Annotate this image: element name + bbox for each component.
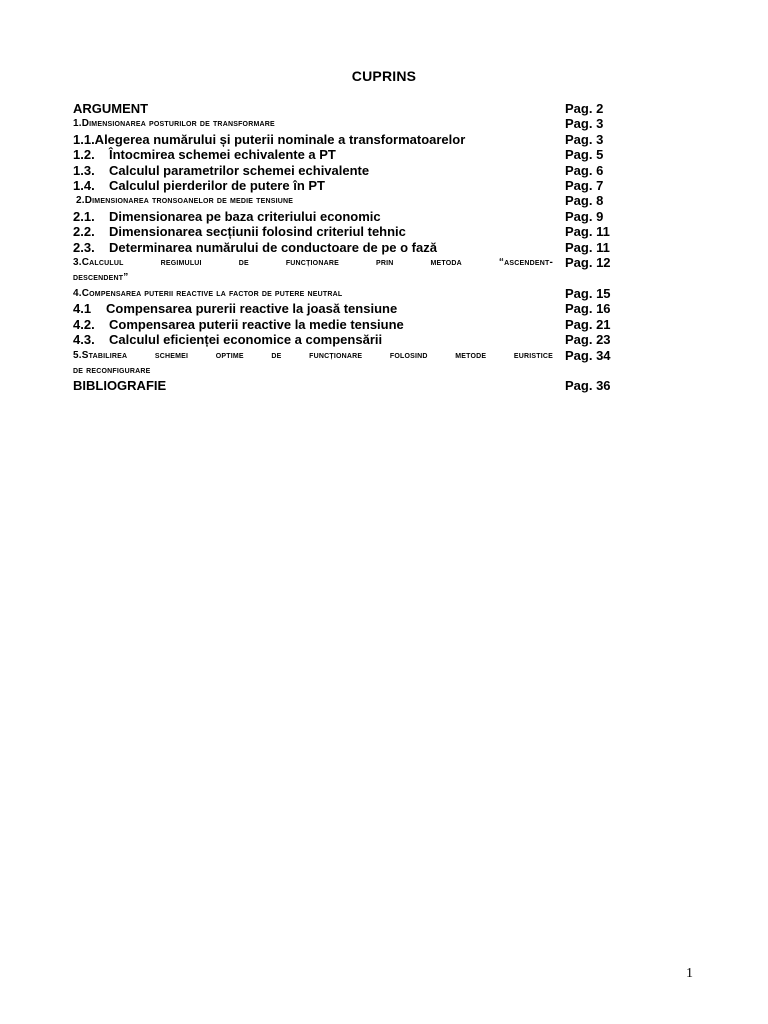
page-title: CUPRINS [351, 68, 417, 84]
toc-entry-chapter-3 [73, 255, 618, 286]
toc-entry-page: Pag. 3 [565, 131, 604, 147]
toc-entry-page: Pag. 12 [565, 255, 611, 271]
toc-entry-bibliography [73, 378, 618, 393]
toc-entry-title: Calculul parametrilor schemei echivalente [109, 162, 370, 178]
toc-entry-title: Dimensionarea secțiunii folosind criteriul tehnic [109, 224, 406, 240]
toc-entry-page: Pag. 23 [565, 332, 611, 348]
toc-entry-title-continued: de reconfigurare [73, 364, 151, 376]
toc-entry-page: Pag. 15 [565, 285, 611, 301]
toc-entry-page: Pag. 11 [565, 224, 610, 240]
table-of-contents [73, 101, 618, 394]
toc-entry-page: Pag. 8 [565, 193, 604, 209]
toc-entry-title: ARGUMENT [73, 101, 149, 116]
toc-entry-title: 1.1.Alegerea numărului și puterii nominale a transformatoarelor [73, 131, 466, 147]
toc-entry-page: Pag. 16 [565, 301, 611, 317]
toc-entry-title: 2.Dimensionarea tronsoanelor de medie tensiune [76, 195, 294, 207]
toc-entry-title: Compensarea purerii reactive la joasă tensiune [106, 301, 398, 317]
toc-entry-title: Calculul eficienței economice a compensării [109, 332, 383, 348]
toc-entry-title: Dimensionarea pe baza criteriului economic [109, 208, 381, 224]
toc-entry-title: Calculul pierderilor de putere în PT [109, 178, 325, 194]
toc-entry-number: 2.1. [73, 208, 95, 224]
toc-entry-number: 4.3. [73, 332, 95, 348]
toc-entry-4-1 [73, 301, 618, 316]
toc-entry-page: Pag. 3 [565, 116, 604, 132]
toc-entry-2-3 [73, 240, 618, 255]
toc-entry-title: 5.Stabilirea schemei optime de funcționare folosind metode euristice [73, 349, 553, 361]
toc-entry-number: 1.3. [73, 162, 95, 178]
toc-entry-chapter-1 [73, 116, 618, 131]
toc-entry-chapter-4 [73, 286, 618, 301]
toc-entry-number: 4.1 [73, 301, 92, 317]
toc-entry-argument [73, 101, 618, 116]
toc-entry-chapter-2 [73, 193, 618, 208]
toc-entry-page: Pag. 7 [565, 178, 604, 194]
toc-entry-2-1 [73, 209, 618, 224]
toc-entry-1-2 [73, 147, 618, 162]
toc-entry-1-3 [73, 163, 618, 178]
toc-entry-number: 2.2. [73, 224, 95, 240]
toc-entry-number: 4.2. [73, 316, 95, 332]
toc-entry-title-continued: descendent” [73, 272, 129, 284]
toc-entry-title: 4.Compensarea puterii reactive la factor de putere neutral [73, 287, 343, 299]
toc-entry-4-3 [73, 332, 618, 347]
toc-entry-number: 2.3. [73, 239, 95, 255]
page-number: 1 [686, 966, 693, 981]
toc-entry-title: 1.Dimensionarea posturilor de transformare [73, 118, 275, 130]
toc-entry-1-1 [73, 132, 618, 147]
toc-entry-4-2 [73, 317, 618, 332]
toc-entry-page: Pag. 6 [565, 162, 604, 178]
toc-entry-page: Pag. 21 [565, 316, 611, 332]
toc-entry-number: 1.2. [73, 147, 95, 163]
toc-entry-title: BIBLIOGRAFIE [73, 378, 167, 394]
toc-entry-1-4 [73, 178, 618, 193]
toc-entry-number: 1.4. [73, 178, 95, 194]
toc-entry-page: Pag. 5 [565, 147, 604, 163]
toc-entry-title: Determinarea numărului de conductoare de pe o fază [109, 239, 437, 255]
toc-entry-title: Compensarea puterii reactive la medie tensiune [109, 316, 404, 332]
toc-entry-2-2 [73, 224, 618, 239]
toc-entry-chapter-5 [73, 348, 618, 379]
toc-entry-page: Pag. 34 [565, 347, 611, 363]
toc-entry-page: Pag. 11 [565, 239, 610, 255]
toc-entry-page: Pag. 9 [565, 208, 604, 224]
toc-entry-page: Pag. 2 [565, 101, 604, 116]
toc-entry-title: Întocmirea schemei echivalente a PT [109, 147, 336, 163]
toc-entry-page: Pag. 36 [565, 378, 611, 394]
toc-entry-title: 3.Calculul regimului de funcționare prin metoda “ascendent- [73, 257, 553, 269]
